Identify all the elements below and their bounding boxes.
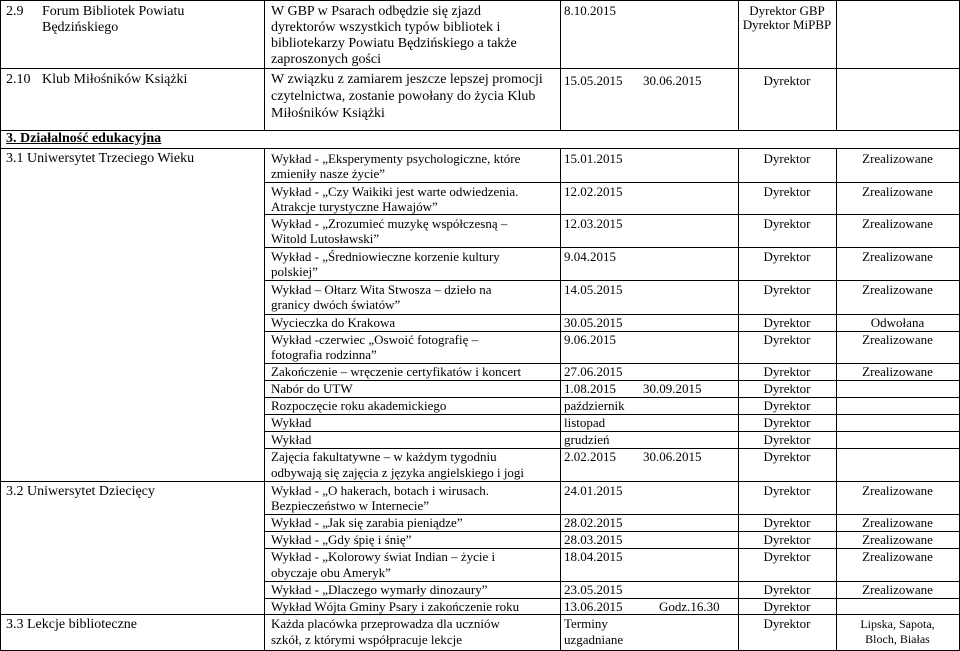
row-responsible: Dyrektor — [763, 616, 811, 631]
row-border — [264, 414, 960, 415]
row-responsible: Dyrektor — [763, 449, 811, 464]
table-border — [836, 0, 837, 130]
row-responsible: Dyrektor — [763, 332, 811, 347]
subsection-label: 3.2 Uniwersytet Dziecięcy — [6, 484, 155, 499]
row-date: 24.01.2015 — [564, 483, 623, 498]
row-description: Wykład Wójta Gminy Psary i zakończenie roku — [271, 599, 520, 614]
row-responsible: Dyrektor — [763, 249, 811, 264]
row-date: 27.06.2015 — [564, 364, 623, 379]
row-number: 2.9 — [6, 4, 24, 19]
table-border — [264, 0, 265, 130]
row-date: uzgadniane — [564, 632, 624, 647]
row-description: fotografia rodzinna” — [271, 347, 377, 362]
row-border — [264, 280, 960, 281]
row-date: 30.05.2015 — [564, 315, 623, 330]
row-description: W GBP w Psarach odbędzie się zjazd — [271, 4, 481, 19]
row-date: 8.10.2015 — [564, 3, 616, 18]
row-description: Wykład - „Czy Waikiki jest warte odwiedzenia. — [271, 184, 519, 199]
row-status: Zrealizowane — [862, 184, 933, 199]
row-date: grudzień — [564, 432, 610, 447]
row-border — [0, 0, 960, 1]
row-description: bibliotekarzy Powiatu Będzińskiego a także — [271, 36, 517, 51]
row-date: 9.06.2015 — [564, 332, 616, 347]
row-date: 15.01.2015 — [564, 151, 623, 166]
row-description: Wykład - „Eksperymenty psychologiczne, które — [271, 151, 521, 166]
section-heading: 3. Działalność edukacyjna — [6, 131, 162, 146]
row-border — [264, 431, 960, 432]
row-status: Bloch, Białas — [865, 632, 930, 646]
row-date-end: Godz.16.30 — [659, 599, 720, 614]
table-border — [264, 148, 265, 651]
row-status: Zrealizowane — [862, 249, 933, 264]
row-status: Odwołana — [870, 315, 925, 330]
row-description: Nabór do UTW — [271, 381, 353, 396]
row-description: granicy dwóch światów” — [271, 297, 401, 312]
row-status: Zrealizowane — [862, 483, 933, 498]
row-description: zaproszonych gości — [271, 52, 382, 67]
subsection-label: 3.1 Uniwersytet Trzeciego Wieku — [6, 151, 195, 166]
row-responsible: Dyrektor — [763, 315, 811, 330]
row-description: Wykład - „Zrozumieć muzykę współczesną – — [271, 216, 508, 231]
row-date-end: 30.06.2015 — [643, 449, 702, 464]
row-date: 23.05.2015 — [564, 582, 623, 597]
row-description: Każda placówka przeprowadza dla uczniów — [271, 616, 500, 631]
row-description: szkół, z którymi współpracuje lekcje — [271, 632, 462, 647]
row-description: dyrektorów wszystkich typów bibliotek i — [271, 20, 501, 35]
row-status: Zrealizowane — [862, 515, 933, 530]
row-responsible: Dyrektor — [763, 364, 811, 379]
row-date: 1.08.2015 — [564, 381, 616, 396]
row-border — [264, 182, 960, 183]
row-responsible: Dyrektor — [763, 599, 811, 614]
row-description: Wycieczka do Krakowa — [271, 315, 396, 330]
row-description: polskiej” — [271, 264, 318, 279]
table-border — [0, 0, 1, 651]
table-border — [560, 148, 561, 651]
row-date: Terminy — [564, 616, 608, 631]
row-description: Wykład - „Średniowieczne korzenie kultury — [271, 249, 500, 264]
row-date: październik — [564, 398, 625, 413]
row-description: czytelnictwa, zostanie powołany do życia Klub — [271, 89, 536, 104]
row-date: 13.06.2015 — [564, 599, 623, 614]
row-status: Zrealizowane — [862, 282, 933, 297]
row-description: Wykład - „Dlaczego wymarły dinozaury” — [271, 582, 488, 597]
row-description: Wykład -czerwiec „Oswoić fotografię – — [271, 332, 479, 347]
row-description: Witold Lutosławski” — [271, 231, 380, 246]
row-date: 12.02.2015 — [564, 184, 623, 199]
row-description: Atrakcje turystyczne Hawajów” — [271, 199, 438, 214]
row-responsible: Dyrektor — [763, 549, 811, 564]
row-date: 2.02.2015 — [564, 449, 616, 464]
row-status: Lipska, Sapota, — [860, 617, 935, 631]
row-responsible: Dyrektor — [763, 532, 811, 547]
row-status: Zrealizowane — [862, 216, 933, 231]
row-responsible: Dyrektor — [763, 432, 811, 447]
row-number: 2.10 — [6, 72, 31, 87]
row-date: 18.04.2015 — [564, 549, 623, 564]
row-description: odbywają się zajęcia z języka angielskiego i jogi — [271, 465, 525, 480]
row-responsible: Dyrektor — [763, 73, 811, 88]
row-title: Klub Miłośników Książki — [42, 72, 188, 87]
row-description: Miłośników Książki — [271, 106, 385, 121]
row-description: Wykład — [271, 432, 312, 447]
row-responsible: Dyrektor — [763, 151, 811, 166]
row-date: 12.03.2015 — [564, 216, 623, 231]
row-description: Wykład – Ołtarz Wita Stwosza – dzieło na — [271, 282, 492, 297]
row-border — [264, 247, 960, 248]
row-title: Forum Bibliotek Powiatu — [42, 4, 185, 19]
row-date: 15.05.2015 — [564, 73, 623, 88]
row-description: Bezpieczeństwo w Internecie” — [271, 498, 430, 513]
row-responsible: Dyrektor — [763, 398, 811, 413]
row-status: Zrealizowane — [862, 364, 933, 379]
row-description: Wykład — [271, 415, 312, 430]
row-date-end: 30.06.2015 — [643, 73, 702, 88]
row-date: listopad — [564, 415, 606, 430]
row-date: 9.04.2015 — [564, 249, 616, 264]
row-status: Zrealizowane — [862, 549, 933, 564]
row-border — [0, 68, 960, 69]
row-date-end: 30.09.2015 — [643, 381, 702, 396]
subsection-label: 3.3 Lekcje biblioteczne — [6, 617, 137, 632]
table-border — [560, 0, 561, 130]
row-description: Zakończenie – wręczenie certyfikatów i koncert — [271, 364, 522, 379]
row-responsible: Dyrektor — [763, 184, 811, 199]
row-responsible: Dyrektor — [763, 483, 811, 498]
row-description: Wykład - „Jak się zarabia pieniądze” — [271, 515, 463, 530]
row-date: 14.05.2015 — [564, 282, 623, 297]
row-border — [0, 481, 960, 482]
row-description: W związku z zamiarem jeszcze lepszej promocji — [271, 72, 543, 87]
row-description: Rozpoczęcie roku akademickiego — [271, 398, 447, 413]
row-status: Zrealizowane — [862, 582, 933, 597]
row-description: zmieniły nasze życie” — [271, 166, 386, 181]
row-status: Zrealizowane — [862, 151, 933, 166]
row-responsible: Dyrektor — [763, 381, 811, 396]
row-responsible: Dyrektor MiPBP — [742, 17, 832, 32]
row-responsible: Dyrektor — [763, 582, 811, 597]
row-description: obyczaje obu Ameryk” — [271, 565, 391, 580]
row-description: Zajęcia fakultatywne – w każdym tygodniu — [271, 449, 497, 464]
row-responsible: Dyrektor — [763, 282, 811, 297]
row-responsible: Dyrektor GBP — [749, 3, 825, 18]
row-responsible: Dyrektor — [763, 216, 811, 231]
row-responsible: Dyrektor — [763, 515, 811, 530]
row-description: Wykład - „O hakerach, botach i wirusach. — [271, 483, 489, 498]
row-title: Będzińskiego — [42, 20, 119, 35]
row-date: 28.02.2015 — [564, 515, 623, 530]
row-date: 28.03.2015 — [564, 532, 623, 547]
row-status: Zrealizowane — [862, 532, 933, 547]
row-responsible: Dyrektor — [763, 415, 811, 430]
row-description: Wykład - „Gdy śpię i śnię” — [271, 532, 412, 547]
row-status: Zrealizowane — [862, 332, 933, 347]
row-border — [0, 148, 960, 149]
row-description: Wykład - „Kolorowy świat Indian – życie i — [271, 549, 496, 564]
